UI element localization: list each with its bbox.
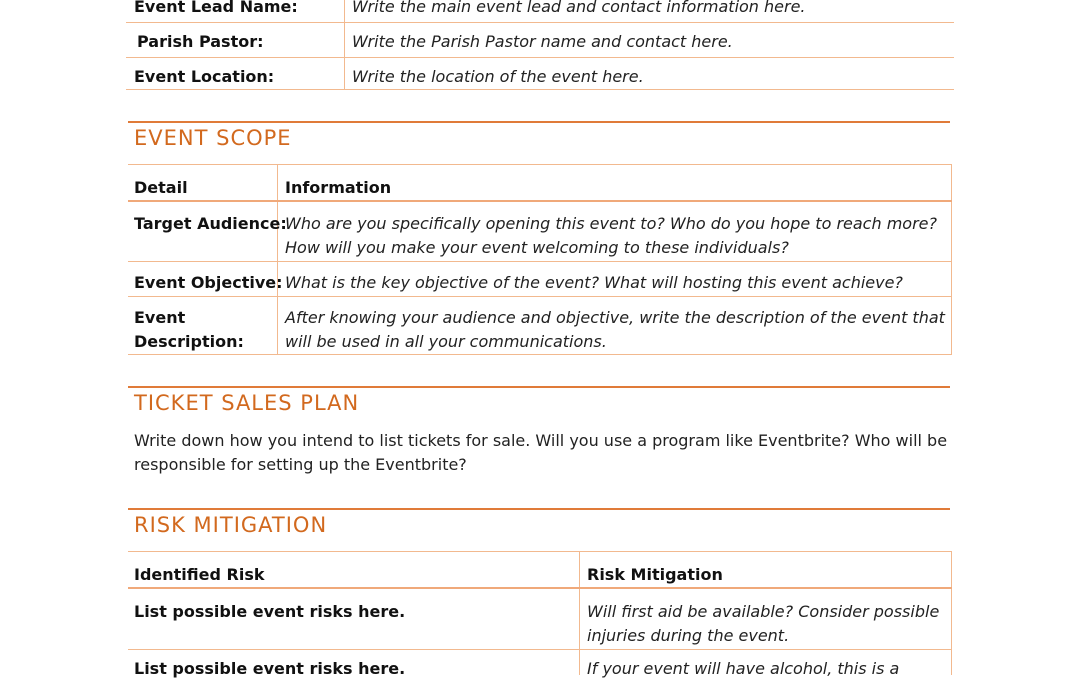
event-objective-value: What is the key objective of the event? What will hosting this event achieve? <box>285 273 903 292</box>
parish-pastor-label: Parish Pastor: <box>137 32 264 51</box>
event-description-line2: will be used in all your communications. <box>285 332 607 351</box>
row-divider <box>126 22 954 23</box>
target-audience-label: Target Audience: <box>134 214 287 233</box>
section-rule <box>128 121 950 123</box>
mitigation-line1: If your event will have alcohol, this is a <box>587 659 900 678</box>
event-description-label-line2: Description: <box>134 332 244 351</box>
risk-mitigation-title: RISK MITIGATION <box>134 513 328 537</box>
risk-item: List possible event risks here. <box>134 659 406 678</box>
header-underline <box>128 200 952 202</box>
table-bottom-border <box>128 354 952 355</box>
event-location-label: Event Location: <box>134 67 275 86</box>
event-lead-label: Event Lead Name: <box>134 0 298 16</box>
information-header: Information <box>285 178 392 197</box>
table-top-border <box>128 551 952 552</box>
event-location-value: Write the location of the event here. <box>352 67 644 86</box>
table-bottom-border <box>126 89 954 90</box>
event-objective-label: Event Objective: <box>134 273 283 292</box>
section-rule <box>128 508 950 510</box>
parish-pastor-value: Write the Parish Pastor name and contact here. <box>352 32 733 51</box>
row-divider <box>128 296 952 297</box>
event-lead-value: Write the main event lead and contact information here. <box>352 0 806 16</box>
row-divider <box>128 649 952 650</box>
risk-mitigation-header: Risk Mitigation <box>587 565 723 584</box>
target-audience-line1: Who are you specifically opening this event to? Who do you hope to reach more? <box>285 214 937 233</box>
identified-risk-header: Identified Risk <box>134 565 265 584</box>
ticket-sales-title: TICKET SALES PLAN <box>134 391 360 415</box>
section-rule <box>128 386 950 388</box>
target-audience-line2: How will you make your event welcoming to these individuals? <box>285 238 789 257</box>
risk-right-border <box>951 551 952 675</box>
scope-divider <box>277 164 278 354</box>
lead-table-divider <box>344 0 345 89</box>
row-divider <box>128 261 952 262</box>
event-scope-title: EVENT SCOPE <box>134 126 292 150</box>
event-description-line1: After knowing your audience and objective, write the description of the event that <box>285 308 945 327</box>
scope-right-border <box>951 164 952 354</box>
header-underline <box>128 587 952 589</box>
row-divider <box>126 57 954 58</box>
risk-item: List possible event risks here. <box>134 602 406 621</box>
mitigation-line1: Will first aid be available? Consider possible <box>587 602 940 621</box>
ticket-sales-line2: responsible for setting up the Eventbrite? <box>134 455 467 474</box>
table-top-border <box>128 164 952 165</box>
mitigation-line2: injuries during the event. <box>587 626 790 645</box>
event-description-label-line1: Event <box>134 308 186 327</box>
risk-divider <box>579 551 580 675</box>
ticket-sales-line1: Write down how you intend to list tickets for sale. Will you use a program like Eventbrite? Who will be <box>134 431 948 450</box>
detail-header: Detail <box>134 178 188 197</box>
